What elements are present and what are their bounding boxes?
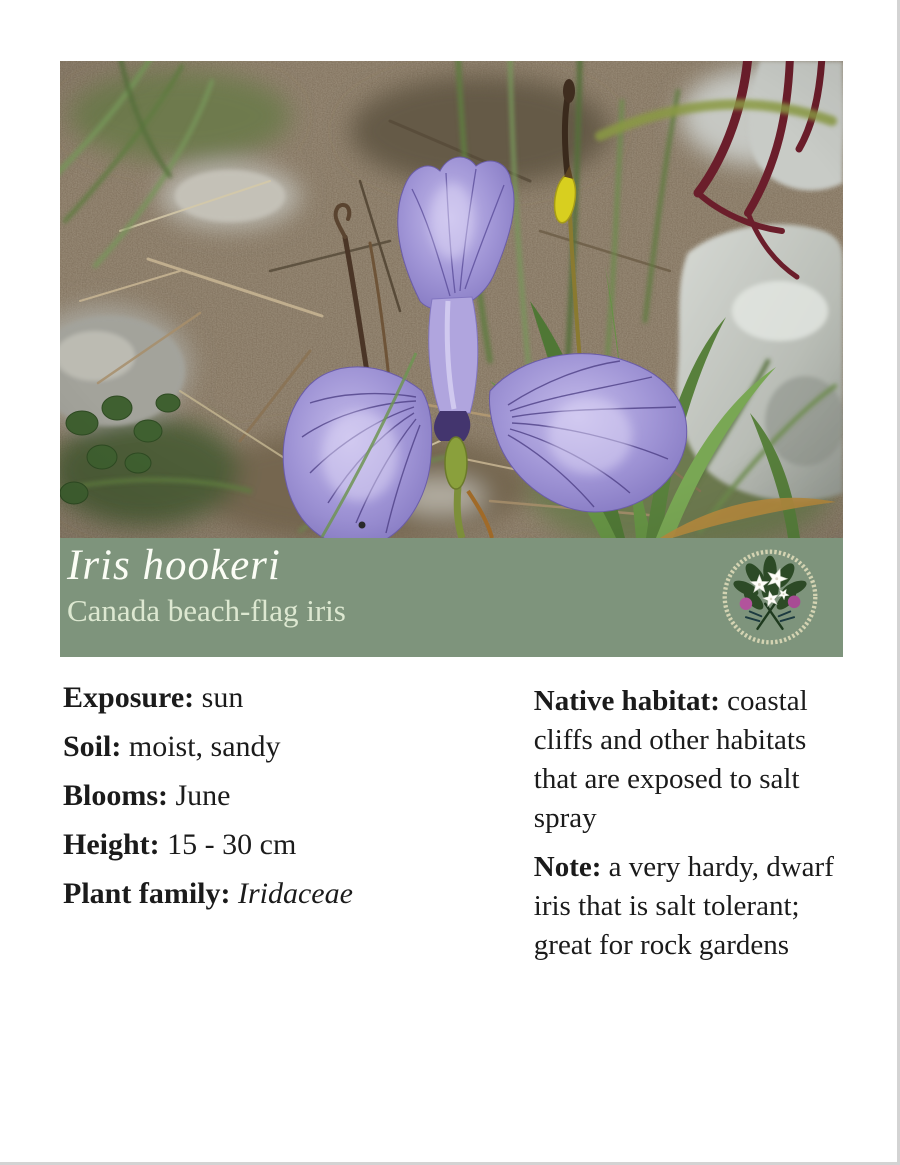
botanical-garden-seal-icon — [717, 544, 823, 650]
detail-value: sun — [201, 681, 244, 714]
detail-value: moist, sandy — [128, 730, 281, 763]
species-latin-name: Iris hookeri — [67, 542, 281, 589]
detail-row-blooms — [63, 780, 534, 811]
detail-label: Blooms: — [63, 779, 168, 812]
detail-value-latin: Iridaceae — [237, 877, 353, 910]
detail-row-plant-family — [63, 878, 534, 909]
detail-row-exposure — [63, 682, 534, 713]
detail-row-note — [534, 848, 843, 965]
detail-value: coastal cliffs and other habitats that are exposed to salt spray — [533, 685, 808, 834]
detail-label: Plant family: — [63, 877, 231, 910]
plant-photo — [60, 61, 843, 538]
detail-value: June — [175, 779, 231, 812]
species-banner — [60, 538, 843, 657]
plant-photo-illustration — [60, 61, 843, 538]
species-common-name: Canada beach-flag iris — [67, 593, 346, 628]
detail-value: a very hardy, dwarf iris that is salt tolerant; great for rock gardens — [533, 851, 834, 961]
detail-label: Exposure: — [63, 681, 195, 714]
detail-row-native-habitat — [534, 682, 843, 838]
detail-label: Note: — [533, 851, 602, 883]
species-names — [67, 542, 346, 631]
detail-label: Soil: — [63, 730, 122, 763]
detail-label: Native habitat: — [533, 685, 720, 717]
detail-row-height — [63, 829, 534, 860]
detail-row-soil — [63, 731, 534, 762]
detail-label: Height: — [63, 828, 160, 861]
plant-details — [63, 682, 843, 975]
details-column-right — [534, 682, 843, 975]
details-column-left — [63, 682, 534, 975]
detail-value: 15 - 30 cm — [167, 828, 297, 861]
